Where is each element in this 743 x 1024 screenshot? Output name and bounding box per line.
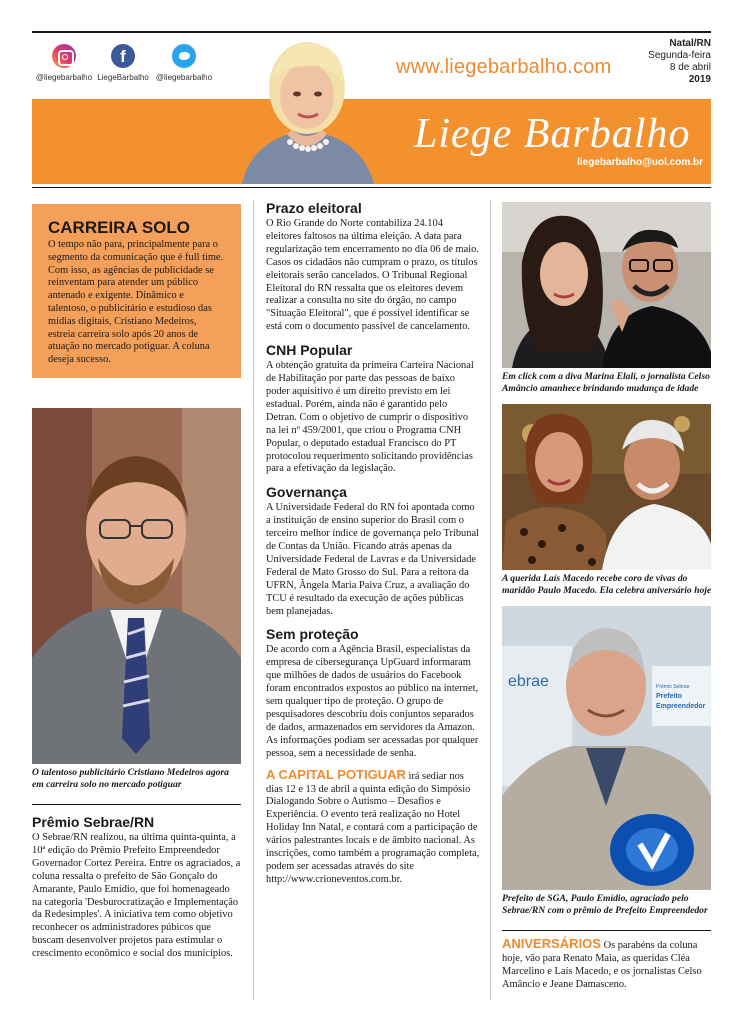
cristiano-medeiros-photo: [32, 408, 241, 764]
lais-paulo-image: [502, 404, 711, 570]
protecao-text: De acordo com a Agência Brasil, especialistas da empresa de cibersegurança UpGuard informaram que milhões de dados de usuários do Facebook foram encontrados expostos ao público na internet, sem qualquer tipo de proteção. O grupo de pesquisadores descobriu dois conjuntos separados de dados, armazenados em servidores da Amazon. As informações podiam ser acessadas por qualquer pessoa, sem a necessidade de senha.: [266, 644, 479, 759]
right-section-rule: [502, 930, 711, 931]
carreira-solo-title: CARREIRA SOLO: [48, 218, 190, 237]
left-section-rule: [32, 804, 241, 805]
cristiano-medeiros-image: [32, 408, 241, 764]
badge-line3: Empreendedor: [656, 703, 706, 710]
marina-celso-image: [502, 202, 711, 368]
date: 8 de abril: [669, 62, 711, 73]
aniversarios-lead: ANIVERSÁRIOS: [502, 936, 601, 951]
year: 2019: [688, 74, 711, 85]
columnist-portrait: [232, 30, 382, 184]
contact-email[interactable]: liegebarbalho@uol.com.br: [577, 157, 703, 168]
instagram-handle: @liegebarbalho: [35, 73, 93, 82]
premio-sebrae-title: Prêmio Sebrae/RN: [32, 814, 155, 830]
protecao-section: [266, 626, 480, 760]
brand-title: Liege Barbalho: [414, 111, 691, 157]
cnh-text: A obtenção gratuita da primeira Carteira Nacional de Habilitação por parte das pessoas de baixo poder aquisitivo é um direito previsto em lei estadual. Porém, ainda não é garantido pelo Detran. Com o objetivo de cumprir o dispositivo na lei nº 459/2001, que criou o Programa CNH Popular, o deputado estadual Francisco do PT protocolou requerimento solicitando providências para a efetivação da legislação.: [266, 360, 474, 475]
aniversarios-section: [502, 938, 714, 992]
prazo-section: [266, 200, 480, 334]
governanca-section: [266, 484, 480, 618]
lais-paulo-photo: [502, 404, 711, 570]
site-url[interactable]: www.liegebarbalho.com: [396, 56, 612, 78]
premio-sebrae-section: [32, 814, 241, 961]
col-separator-1: [253, 200, 254, 1000]
governanca-text: A Universidade Federal do RN foi apontada como a instituição de ensino superior do Brasil com o terceiro melhor índice de governança pelo Tribunal de Contas da União. Ficando atrás apenas da Universidade Federal de Lavras e da Universidade Federal de Mato Grosso do Sul. Para a reitora da UFRN, Ângela Maria Paiva Cruz, a avaliação do TCU é resultado da execução de ações públicas bem planejadas.: [266, 502, 479, 617]
sebrae-wall-text: ebrae: [508, 673, 549, 690]
paulo-emidio-photo: [502, 606, 711, 890]
marina-celso-caption: Em click com a diva Marina Elali, o jornalista Celso Amâncio amanhece brindando mudança de idade: [502, 371, 710, 394]
twitter-handle: @liegebarbalho: [155, 73, 213, 82]
city: Natal/RN: [669, 38, 711, 49]
columnist-portrait-image: [232, 30, 382, 184]
lais-paulo-caption: A querida Laís Macedo recebe coro de vivas do maridão Paulo Macedo. Ela celebra aniversário hoje: [502, 573, 712, 596]
instagram-link[interactable]: [34, 44, 94, 82]
paulo-emidio-caption: Prefeito de SGA, Paulo Emídio, agraciado pelo Sebrae/RN com o prêmio de Prefeito Empreendedor: [502, 893, 708, 916]
badge-line1: Prêmio Sebrae: [656, 684, 690, 690]
facebook-icon: f: [111, 44, 135, 68]
twitter-icon: [172, 44, 196, 68]
cnh-title: CNH Popular: [266, 342, 353, 359]
twitter-link[interactable]: [154, 44, 214, 82]
premio-sebrae-text: O Sebrae/RN realizou, na última quinta-quinta, a 10ª edição do Prêmio Prefeito Empreendedor Governador Cortez Pereira. Entre os agraciados, a coluna ressalta o prefeito de São Gonçalo do Amarante, Paulo Emídio, que foi homenageado na categoria 'Desburocratização e Implementação da Redesimples'. A iniciativa tem como objetivo reconhecer os administradores púbicos que buscam desenvolver projetos para estimular o crescimento econômico e social dos municípios.: [32, 832, 241, 960]
marina-celso-photo: [502, 202, 711, 368]
facebook-link[interactable]: [94, 44, 152, 82]
facebook-handle: LiegeBarbalho: [97, 73, 149, 82]
badge-line2: Prefeito: [656, 693, 683, 700]
paulo-emidio-image: [502, 606, 711, 890]
prazo-text: O Rio Grande do Norte contabiliza 24.104 eleitores faltosos na última eleição. A data para regularização tem encerramento no dia 06 de maio. Casos os cidadãos não cumpram o prazo, os títulos eleitorais serão cancelados. O Tribunal Regional Eleitoral do RN ressalta que os eleitores devem realizar a consulta no site do órgão, no campo "Situação Eleitoral", que é possível identificar se está com o documento passível de cancelamento.: [266, 218, 479, 333]
middle-column: [266, 200, 480, 895]
capital-lead: A CAPITAL POTIGUAR: [266, 766, 406, 782]
protecao-title: Sem proteção: [266, 626, 359, 643]
instagram-icon: [52, 44, 76, 68]
col-separator-2: [490, 200, 491, 1000]
cristiano-caption: O talentoso publicitário Cristiano Medeiros agora em carreira solo no mercado potiguar: [32, 767, 229, 790]
capital-section: [266, 766, 480, 887]
date-block: [648, 38, 711, 86]
cnh-section: [266, 342, 480, 476]
weekday: Segunda-feira: [648, 50, 711, 61]
header-bottom-rule: [32, 187, 711, 188]
governanca-title: Governança: [266, 484, 347, 501]
prazo-title: Prazo eleitoral: [266, 200, 362, 216]
aniversarios-text: Os parabéns da coluna hoje, vão para Renato Maia, as queridas Cléa Marcelino e Laís Macedo, e os jornalistas Celso Amâncio e Jeane Damasceno.: [502, 940, 702, 990]
carreira-solo-text: O tempo não para, principalmente para o segmento da comunicação que é full time. Com isso, as agências de publicidade se reinventam para atender um público antenado e exigente. Dinâmico e talentoso, o publicitário e estudioso das mídias digitais, Cristiano Medeiros, estreia carreira solo após 20 anos de atuação no mercado potiguar. A coluna deseja sucesso.: [48, 239, 224, 366]
carreira-solo-box: [32, 204, 241, 378]
capital-text: irá sediar nos dias 12 e 13 de abril a quinta edição do Simpósio Dialogando Sobre o Autismo – Desafios e Experiência. O evento terá realização no Hotel Holiday Inn Natal, e contará com a participação de vários palestrantes locais e de âmbito nacional. As inscrições, como também a programação completa, podem ser acessadas através do site http://www.crioneventos.com.br.: [266, 770, 480, 885]
